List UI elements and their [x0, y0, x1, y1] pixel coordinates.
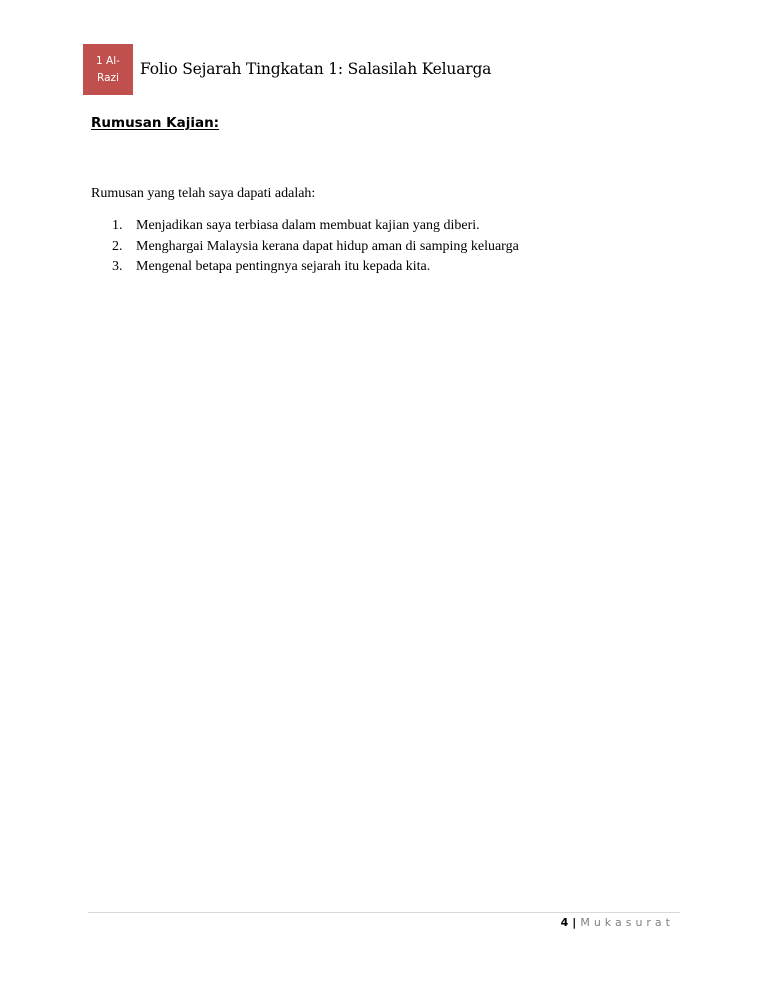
section-heading: Rumusan Kajian: [91, 115, 220, 131]
page-footer [561, 915, 674, 931]
class-badge-line1: 1 Al- [96, 55, 120, 67]
intro-paragraph: Rumusan yang telah saya dapati adalah: [91, 186, 316, 201]
class-badge [83, 44, 133, 95]
footer-separator: | [572, 916, 577, 929]
footer-divider [88, 912, 680, 913]
findings-list [112, 216, 519, 278]
page-header-title: Folio Sejarah Tingkatan 1: Salasilah Keluarga [140, 60, 492, 78]
list-item [112, 216, 519, 237]
list-item [112, 237, 519, 258]
page-number: 4 [560, 916, 569, 929]
class-badge-line2: Razi [97, 72, 119, 84]
list-item [112, 257, 519, 278]
list-item-number: 3. [112, 259, 123, 274]
list-item-number: 1. [112, 218, 123, 233]
list-item-text: Mengenal betapa pentingnya sejarah itu kepada kita. [136, 259, 431, 274]
list-item-text: Menghargai Malaysia kerana dapat hidup aman di samping keluarga [136, 238, 519, 254]
list-item-number: 2. [112, 238, 123, 254]
page-label: Mukasurat [580, 916, 674, 929]
list-item-text: Menjadikan saya terbiasa dalam membuat kajian yang diberi. [136, 218, 480, 233]
